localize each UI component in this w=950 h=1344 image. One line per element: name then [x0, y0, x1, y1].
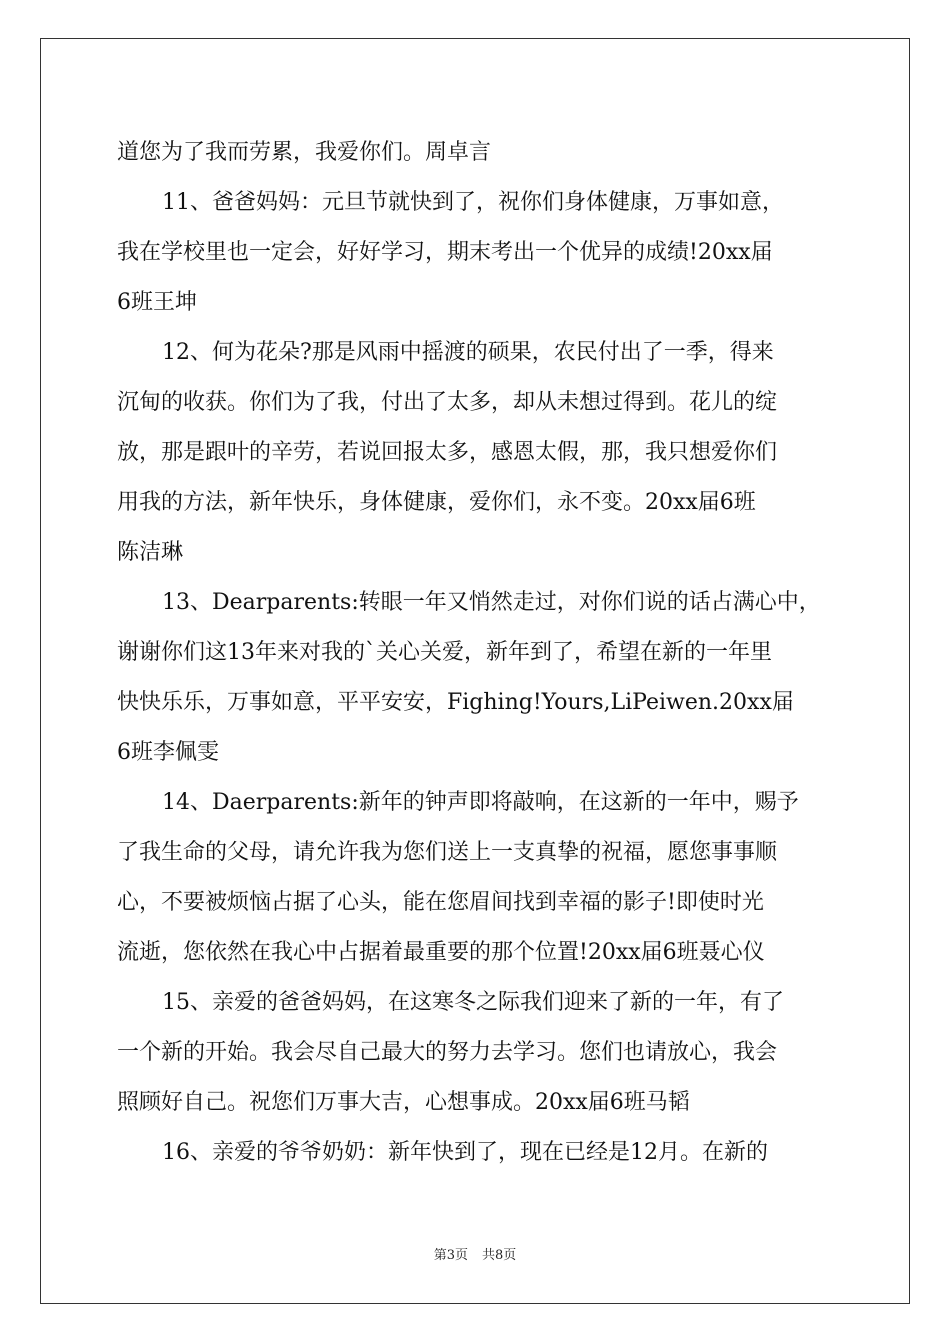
text-line: 快快乐乐，万事如意，平平安安，Fighing!Yours,LiPeiwen.20xx届	[117, 690, 794, 715]
page-number-total: 共8页	[482, 1248, 517, 1263]
text-line: 了我生命的父母，请允许我为您们送上一支真挚的祝福，愿您事事顺	[117, 840, 778, 865]
text-line: 6班李佩雯	[117, 740, 219, 765]
text-line: 用我的方法，新年快乐，身体健康，爱你们，永不变。20xx届6班	[117, 490, 756, 515]
paragraph-15-line: 15、亲爱的爸爸妈妈，在这寒冬之际我们迎来了新的一年，有了	[162, 990, 784, 1015]
paragraph-14-line: 14、Daerparents:新年的钟声即将敲响，在这新的一年中，赐予	[162, 790, 799, 815]
text-line: 照顾好自己。祝您们万事大吉，心想事成。20xx届6班马韬	[117, 1090, 690, 1115]
text-line: 6班王坤	[117, 290, 197, 315]
paragraph-16-line: 16、亲爱的爷爷奶奶：新年快到了，现在已经是12月。在新的	[162, 1140, 768, 1165]
page-number-current: 第3页	[433, 1248, 468, 1263]
text-line: 谢谢你们这13年来对我的`关心关爱，新年到了，希望在新的一年里	[117, 640, 772, 665]
document-body	[117, 128, 837, 1178]
text-line: 我在学校里也一定会，好好学习，期末考出一个优异的成绩!20xx届	[117, 240, 773, 265]
text-line: 流逝，您依然在我心中占据着最重要的那个位置!20xx届6班聂心仪	[117, 940, 765, 965]
text-line: 一个新的开始。我会尽自己最大的努力去学习。您们也请放心，我会	[117, 1040, 778, 1065]
text-line: 陈洁琳	[117, 540, 184, 565]
paragraph-12-line: 12、何为花朵?那是风雨中摇渡的硕果，农民付出了一季，得来	[162, 340, 774, 365]
text-line: 放，那是跟叶的辛劳，若说回报太多，感恩太假，那，我只想爱你们	[117, 440, 778, 465]
page-footer	[0, 1244, 950, 1263]
paragraph-11-line: 11、爸爸妈妈：元旦节就快到了，祝你们身体健康，万事如意，	[162, 190, 784, 215]
paragraph-13-line: 13、Dearparents:转眼一年又悄然走过，对你们说的话占满心中，	[162, 590, 821, 615]
text-line: 道您为了我而劳累，我爱你们。周卓言	[117, 140, 492, 165]
text-line: 心，不要被烦恼占据了心头，能在您眉间找到幸福的影子!即使时光	[117, 890, 764, 915]
text-line: 沉甸的收获。你们为了我，付出了太多，却从未想过得到。花儿的绽	[117, 390, 778, 415]
